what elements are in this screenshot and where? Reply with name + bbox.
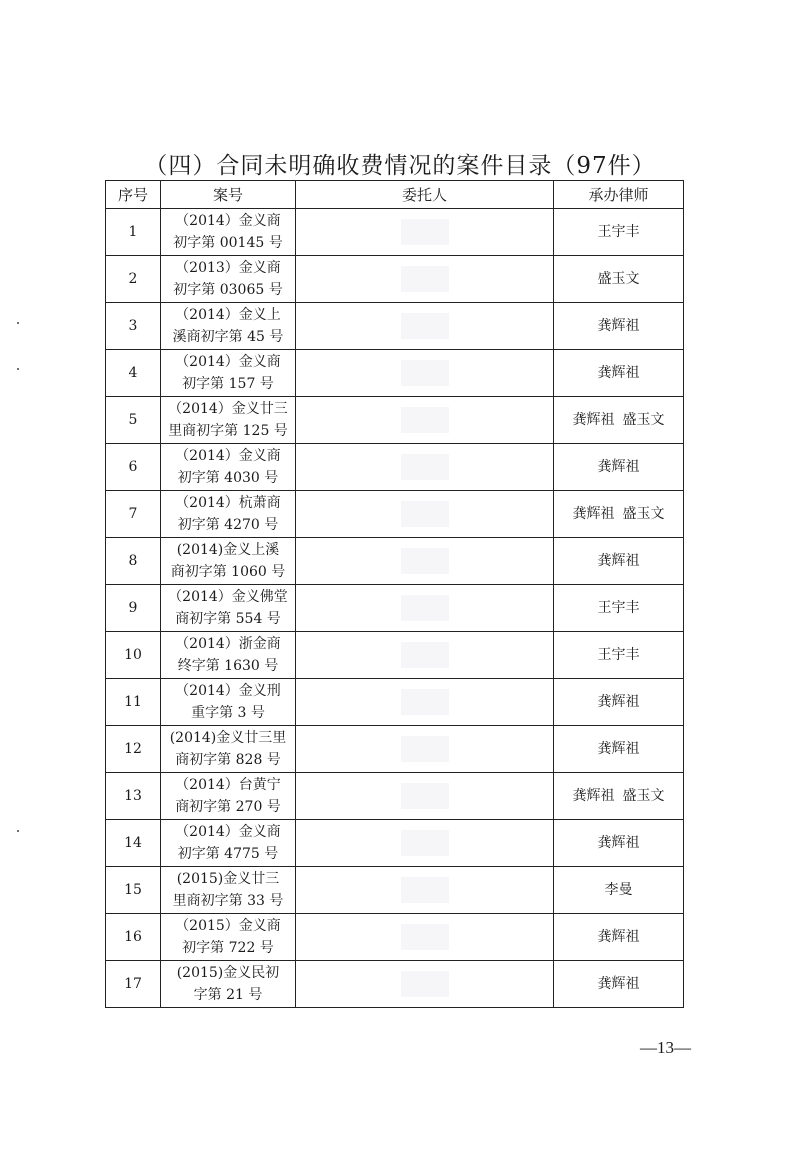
case-number-line: 溪商初字第 45 号 xyxy=(172,329,284,345)
case-table xyxy=(105,180,684,1008)
row-number: 3 xyxy=(106,303,161,350)
case-number-line: 初字第 157 号 xyxy=(182,376,274,392)
table-row xyxy=(106,491,684,538)
case-number xyxy=(161,726,296,773)
case-number xyxy=(161,256,296,303)
lawyer-cell xyxy=(554,209,684,256)
lawyer-cell xyxy=(554,350,684,397)
page-number: —13— xyxy=(640,1038,691,1057)
lawyer-cell xyxy=(554,632,684,679)
lawyer-name: 盛玉文 xyxy=(597,271,640,287)
case-number-line: （2014）金义佛堂 xyxy=(168,589,288,605)
redacted-client xyxy=(401,219,449,245)
lawyer-name: 龚辉祖 xyxy=(572,506,615,522)
client-cell xyxy=(296,256,554,303)
row-number: 12 xyxy=(106,726,161,773)
case-number-line: 里商初字第 125 号 xyxy=(168,423,288,439)
lawyer-cell xyxy=(554,820,684,867)
client-cell xyxy=(296,350,554,397)
table-row xyxy=(106,867,684,914)
case-number xyxy=(161,867,296,914)
table-row xyxy=(106,444,684,491)
case-number-line: 初字第 00145 号 xyxy=(173,235,283,251)
lawyer-name: 龚辉祖 xyxy=(597,318,640,334)
row-number: 5 xyxy=(106,397,161,444)
client-cell xyxy=(296,491,554,538)
lawyer-cell xyxy=(554,961,684,1008)
row-number: 15 xyxy=(106,867,161,914)
client-cell xyxy=(296,397,554,444)
case-number xyxy=(161,632,296,679)
redacted-client xyxy=(401,971,449,997)
lawyer-name: 龚辉祖 xyxy=(572,788,615,804)
table-row xyxy=(106,726,684,773)
case-number-line: （2014）金义刑 xyxy=(175,683,281,699)
table-row xyxy=(106,303,684,350)
client-cell xyxy=(296,538,554,585)
case-number-line: 字第 21 号 xyxy=(193,987,263,1003)
lawyer-name: 龚辉祖 xyxy=(597,741,640,757)
case-number-line: (2015)金义民初 xyxy=(176,965,280,981)
case-number-line: 商初字第 554 号 xyxy=(175,611,281,627)
redacted-client xyxy=(401,642,449,668)
case-number-line: (2014)金义廿三里 xyxy=(169,730,287,746)
redacted-client xyxy=(401,924,449,950)
client-cell xyxy=(296,632,554,679)
client-cell xyxy=(296,914,554,961)
case-number xyxy=(161,350,296,397)
client-cell xyxy=(296,867,554,914)
redacted-client xyxy=(401,877,449,903)
table-header-row xyxy=(106,181,684,209)
case-number-line: （2013）金义商 xyxy=(175,260,281,276)
redacted-client xyxy=(401,736,449,762)
case-number-line: （2014）杭萧商 xyxy=(175,495,281,511)
row-number: 9 xyxy=(106,585,161,632)
lawyer-name: 龚辉祖 xyxy=(572,412,615,428)
case-number xyxy=(161,491,296,538)
lawyer-name: 龚辉祖 xyxy=(597,929,640,945)
client-cell xyxy=(296,773,554,820)
lawyer-name: 李曼 xyxy=(604,882,633,898)
lawyer-name: 王宇丰 xyxy=(597,647,640,663)
lawyer-name: 龚辉祖 xyxy=(597,976,640,992)
client-cell xyxy=(296,303,554,350)
row-number: 16 xyxy=(106,914,161,961)
scan-dot xyxy=(17,830,19,832)
client-cell xyxy=(296,961,554,1008)
lawyer-name: 盛玉文 xyxy=(622,506,665,522)
client-cell xyxy=(296,820,554,867)
lawyer-cell xyxy=(554,538,684,585)
lawyer-cell xyxy=(554,679,684,726)
row-number: 10 xyxy=(106,632,161,679)
redacted-client xyxy=(401,454,449,480)
table-row xyxy=(106,632,684,679)
case-number-line: (2015)金义廿三 xyxy=(176,871,280,887)
table-row xyxy=(106,679,684,726)
case-number-line: （2014）金义廿三 xyxy=(168,401,288,417)
lawyer-name: 龚辉祖 xyxy=(597,694,640,710)
table-row xyxy=(106,961,684,1008)
lawyer-cell xyxy=(554,773,684,820)
page-title: （四）合同未明确收费情况的案件目录（97件） xyxy=(144,153,656,179)
header-client: 委托人 xyxy=(296,181,554,209)
case-number-line: （2014）浙金商 xyxy=(175,636,281,652)
row-number: 14 xyxy=(106,820,161,867)
case-number-line: 商初字第 1060 号 xyxy=(170,564,286,580)
case-number-line: （2014）金义商 xyxy=(175,824,281,840)
lawyer-cell xyxy=(554,256,684,303)
case-number xyxy=(161,679,296,726)
case-number-line: 初字第 722 号 xyxy=(182,940,274,956)
client-cell xyxy=(296,444,554,491)
row-number: 11 xyxy=(106,679,161,726)
case-number xyxy=(161,585,296,632)
redacted-client xyxy=(401,689,449,715)
lawyer-name: 龚辉祖 xyxy=(597,365,640,381)
table-body xyxy=(106,209,684,1008)
redacted-client xyxy=(401,407,449,433)
redacted-client xyxy=(401,313,449,339)
table-row xyxy=(106,773,684,820)
case-number xyxy=(161,773,296,820)
case-number-line: 初字第 03065 号 xyxy=(173,282,283,298)
case-number-line: 初字第 4270 号 xyxy=(177,517,279,533)
redacted-client xyxy=(401,783,449,809)
row-number: 7 xyxy=(106,491,161,538)
lawyer-name: 盛玉文 xyxy=(622,788,665,804)
redacted-client xyxy=(401,595,449,621)
case-number-line: 初字第 4030 号 xyxy=(177,470,279,486)
row-number: 1 xyxy=(106,209,161,256)
lawyer-cell xyxy=(554,397,684,444)
table-row xyxy=(106,256,684,303)
case-number xyxy=(161,303,296,350)
case-number-line: (2014)金义上溪 xyxy=(176,542,280,558)
redacted-client xyxy=(401,266,449,292)
client-cell xyxy=(296,585,554,632)
header-lawyer: 承办律师 xyxy=(554,181,684,209)
scan-dot xyxy=(17,368,19,370)
row-number: 2 xyxy=(106,256,161,303)
lawyer-cell xyxy=(554,726,684,773)
row-number: 6 xyxy=(106,444,161,491)
case-number xyxy=(161,397,296,444)
case-number-line: （2015）金义商 xyxy=(175,918,281,934)
scan-dot xyxy=(17,322,19,324)
case-number xyxy=(161,820,296,867)
lawyer-cell xyxy=(554,303,684,350)
redacted-client xyxy=(401,501,449,527)
case-number-line: （2014）金义商 xyxy=(175,448,281,464)
table-row xyxy=(106,350,684,397)
table-row xyxy=(106,397,684,444)
case-number-line: （2014）金义上 xyxy=(175,307,281,323)
case-number-line: 终字第 1630 号 xyxy=(177,658,279,674)
case-number xyxy=(161,914,296,961)
table-row xyxy=(106,585,684,632)
row-number: 8 xyxy=(106,538,161,585)
header-no: 序号 xyxy=(106,181,161,209)
client-cell xyxy=(296,209,554,256)
redacted-client xyxy=(401,548,449,574)
lawyer-name: 王宇丰 xyxy=(597,224,640,240)
lawyer-name: 盛玉文 xyxy=(622,412,665,428)
lawyer-name: 龚辉祖 xyxy=(597,835,640,851)
case-number-line: 商初字第 828 号 xyxy=(175,752,281,768)
case-number-line: 里商初字第 33 号 xyxy=(172,893,284,909)
lawyer-name: 龚辉祖 xyxy=(597,553,640,569)
case-number-line: （2014）金义商 xyxy=(175,354,281,370)
case-number-line: 初字第 4775 号 xyxy=(177,846,279,862)
redacted-client xyxy=(401,360,449,386)
lawyer-cell xyxy=(554,585,684,632)
case-number xyxy=(161,538,296,585)
case-number-line: （2014）台黄宁 xyxy=(175,777,281,793)
case-number-line: 重字第 3 号 xyxy=(191,705,265,721)
case-number xyxy=(161,961,296,1008)
row-number: 13 xyxy=(106,773,161,820)
client-cell xyxy=(296,726,554,773)
table-row xyxy=(106,538,684,585)
table-row xyxy=(106,820,684,867)
row-number: 4 xyxy=(106,350,161,397)
case-number xyxy=(161,444,296,491)
row-number: 17 xyxy=(106,961,161,1008)
lawyer-cell xyxy=(554,491,684,538)
lawyer-cell xyxy=(554,444,684,491)
lawyer-name: 王宇丰 xyxy=(597,600,640,616)
case-number xyxy=(161,209,296,256)
lawyer-name: 龚辉祖 xyxy=(597,459,640,475)
table-row xyxy=(106,914,684,961)
lawyer-cell xyxy=(554,914,684,961)
case-number-line: （2014）金义商 xyxy=(175,213,281,229)
redacted-client xyxy=(401,830,449,856)
case-number-line: 商初字第 270 号 xyxy=(175,799,281,815)
client-cell xyxy=(296,679,554,726)
table-row xyxy=(106,209,684,256)
header-case-number: 案号 xyxy=(161,181,296,209)
lawyer-cell xyxy=(554,867,684,914)
